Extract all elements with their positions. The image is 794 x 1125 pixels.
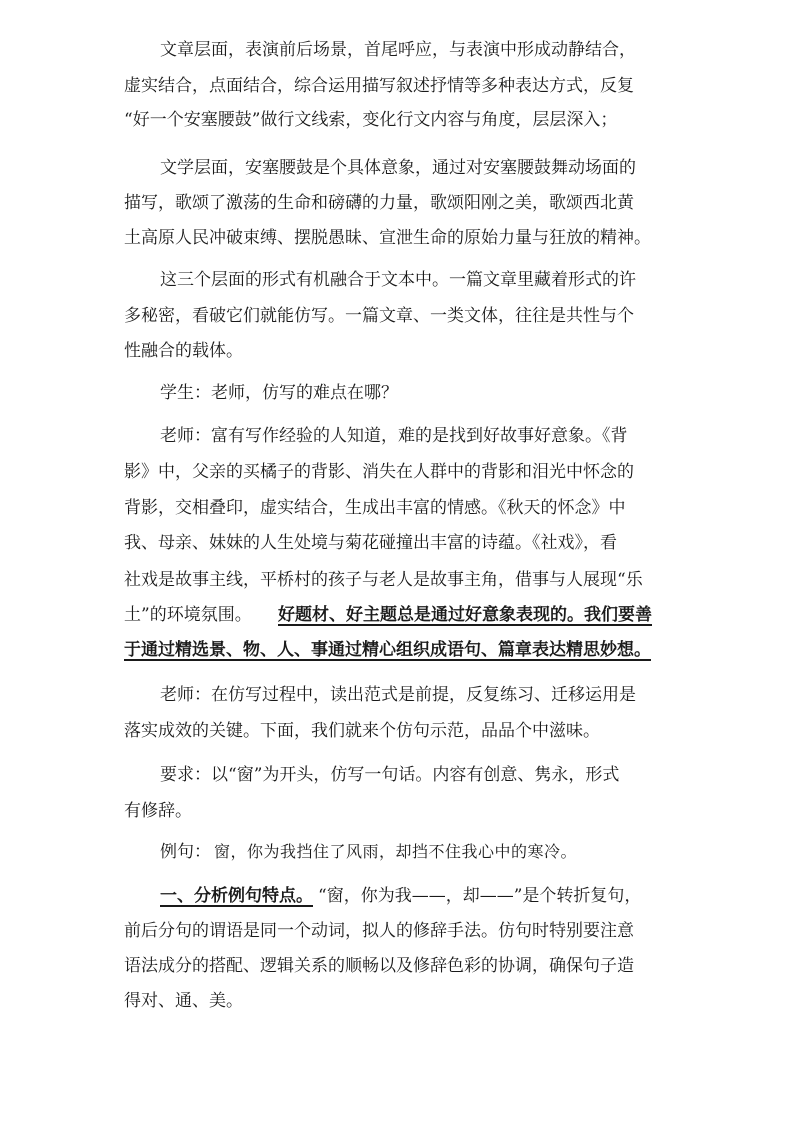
paragraph-line: [0, 632, 794, 668]
paragraph-line: [0, 757, 794, 793]
paragraph-line: [0, 948, 794, 984]
paragraph-line: [0, 185, 794, 221]
text-line: 文学层面，安塞腰鼓是个具体意象，通过对安塞腰鼓舞动场面的: [160, 158, 636, 178]
paragraph-line: [0, 713, 794, 749]
paragraph-line: [0, 490, 794, 526]
paragraph-line: [0, 220, 794, 256]
text-line: 土高原人民冲破束缚、摆脱愚昧、宣泄生命的原始力量与狂放的精神。: [124, 228, 651, 248]
paragraph-line: [0, 68, 794, 104]
paragraph-line: [0, 793, 794, 829]
paragraph-line: [0, 298, 794, 334]
paragraph-line: [0, 983, 794, 1019]
paragraph-line: [0, 913, 794, 949]
text-line: 落实成效的关键。下面，我们就来个仿句示范，品品个中滋味。: [124, 721, 600, 741]
paragraph-line: [0, 375, 794, 411]
paragraph-line: [0, 418, 794, 454]
text-line: 我、母亲、妹妹的人生处境与菊花碰撞出丰富的诗蕴。《社戏》，看: [124, 533, 617, 553]
paragraph-line: [0, 677, 794, 713]
text-line: 得对、通、美。: [124, 991, 243, 1011]
text-line: “好一个安塞腰鼓”做行文线索，变化行文内容与角度，层层深入；: [124, 110, 618, 130]
paragraph-line: [0, 562, 794, 598]
text-line: 虚实结合，点面结合，综合运用描写叙述抒情等多种表达方式，反复: [124, 76, 634, 96]
text-line: 背影，交相叠印，虚实结合，生成出丰富的情感。《秋天的怀念》中: [124, 498, 626, 518]
text-line: 社戏是故事主线，平桥村的孩子与老人是故事主角，借事与人展现“乐: [124, 570, 643, 590]
text-line: 影》中，父亲的买橘子的背影、消失在人群中的背影和泪光中怀念的: [124, 462, 634, 482]
text-line: 前后分句的谓语是同一个动词，拟人的修辞手法。仿句时特别要注意: [124, 921, 634, 941]
text-line: 学生：老师，仿写的难点在哪？: [160, 383, 398, 403]
paragraph-line: [0, 454, 794, 490]
text-line: 老师：富有写作经验的人知道，难的是找到好故事好意象。《背: [160, 426, 628, 446]
underlined-emphasis: 好题材、好主题总是通过好意象表现的。我们要善: [278, 605, 652, 625]
text-line: 有修辞。: [124, 801, 192, 821]
paragraph-line: [0, 102, 794, 138]
paragraph-line: [0, 262, 794, 298]
text-line: 土”的环境氛围。: [124, 605, 252, 625]
underlined-emphasis: 于通过精选景、物、人、事通过精心组织成语句、篇章表达精思妙想。: [124, 640, 651, 660]
text-line: 多秘密，看破它们就能仿写。一篇文章、一类文体，往往是共性与个: [124, 306, 634, 326]
text-line: 性融合的载体。: [124, 341, 243, 361]
example-label: 例句：: [160, 842, 211, 862]
paragraph-line: [0, 150, 794, 186]
paragraph-line: [0, 878, 794, 914]
text-line: 要求：以“窗”为开头，仿写一句话。内容有创意、隽永，形式: [160, 765, 620, 785]
paragraph-line: [0, 333, 794, 369]
section-heading: 一、分析例句特点。: [160, 886, 313, 906]
text-line: 文章层面，表演前后场景，首尾呼应，与表演中形成动静结合，: [160, 40, 636, 60]
text-line: 老师：在仿写过程中，读出范式是前提，反复练习、迁移运用是: [160, 685, 636, 705]
paragraph-line: [0, 525, 794, 561]
paragraph-line: [0, 597, 794, 633]
paragraph-line: [0, 834, 794, 870]
text-line: “窗，你为我——，却——”是个转折复句，: [318, 886, 642, 906]
example-sentence: 窗，你为我挡住了风雨，却挡不住我心中的寒冷。: [214, 842, 578, 861]
text-line: 这三个层面的形式有机融合于文本中。一篇文章里藏着形式的许: [160, 270, 636, 290]
text-line: 描写，歌颂了激荡的生命和磅礴的力量，歌颂阳刚之美，歌颂西北黄: [124, 193, 634, 213]
text-line: 语法成分的搭配、逻辑关系的顺畅以及修辞色彩的协调，确保句子造: [124, 956, 634, 976]
paragraph-line: [0, 32, 794, 68]
